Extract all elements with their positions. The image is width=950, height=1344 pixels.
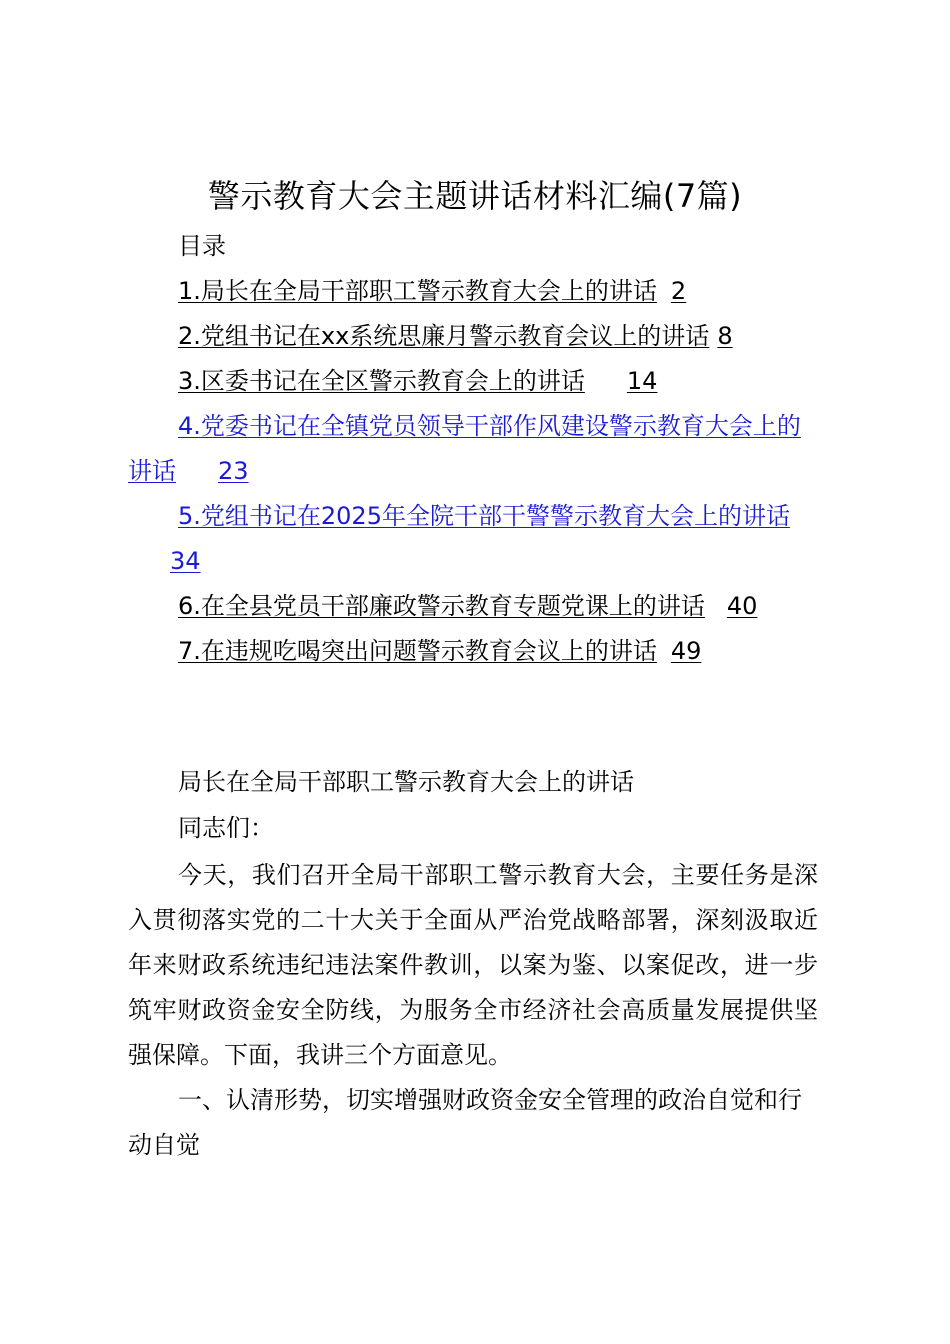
salutation: 同志们： (178, 814, 274, 842)
toc-entry-1[interactable] (128, 269, 818, 314)
toc-heading: 目录 (178, 232, 226, 260)
toc-entry-2[interactable] (128, 314, 818, 359)
table-of-contents (128, 269, 818, 674)
toc-entry-title: 4.党委书记在全镇党员领导干部作风建设警示教育大会上的讲话 (128, 412, 801, 485)
toc-entry-3[interactable] (128, 359, 818, 404)
toc-entry-6[interactable] (128, 584, 818, 629)
body-paragraph: 今天，我们召开全局干部职工警示教育大会，主要任务是深入贯彻落实党的二十大关于全面从严治党战略部署，深刻汲取近年来财政系统违纪违法案件教训，以案为鉴、以案促改，进一步筑牢财政资金安全防线，为服务全市经济社会高质量发展提供坚强保障。下面，我讲三个方面意见。 (128, 861, 818, 1069)
section-heading: 局长在全局干部职工警示教育大会上的讲话 (178, 768, 634, 796)
toc-entry-title: 3.区委书记在全区警示教育会上的讲话 (178, 367, 585, 395)
toc-entry-title: 1.局长在全局干部职工警示教育大会上的讲话 (178, 277, 657, 305)
toc-entry-4[interactable] (128, 404, 818, 494)
speech-section (128, 761, 818, 1168)
toc-entry-page: 2 (670, 277, 687, 305)
toc-entry-5[interactable] (128, 494, 818, 584)
toc-entry-page: 40 (726, 592, 758, 620)
toc-entry-page: 8 (717, 322, 733, 350)
document-title: 警示教育大会主题讲话材料汇编(7篇) (207, 177, 743, 215)
toc-entry-title: 6.在全县党员干部廉政警示教育专题党课上的讲话 (178, 592, 705, 620)
toc-entry-7[interactable] (128, 629, 818, 674)
toc-entry-title: 5.党组书记在2025年全院干部干警警示教育大会上的讲话 (178, 502, 790, 530)
toc-entry-title: 7.在违规吃喝突出问题警示教育会议上的讲话 (178, 637, 657, 665)
sub-heading: 一、认清形势，切实增强财政资金安全管理的政治自觉和行动自觉 (128, 1086, 802, 1159)
toc-entry-page: 49 (670, 637, 702, 665)
toc-entry-title: 2.党组书记在xx系统思廉月警示教育会议上的讲话 (178, 322, 710, 350)
toc-entry-page: 34 (170, 547, 201, 575)
toc-entry-page: 14 (626, 367, 658, 395)
toc-entry-page: 23 (218, 457, 249, 485)
